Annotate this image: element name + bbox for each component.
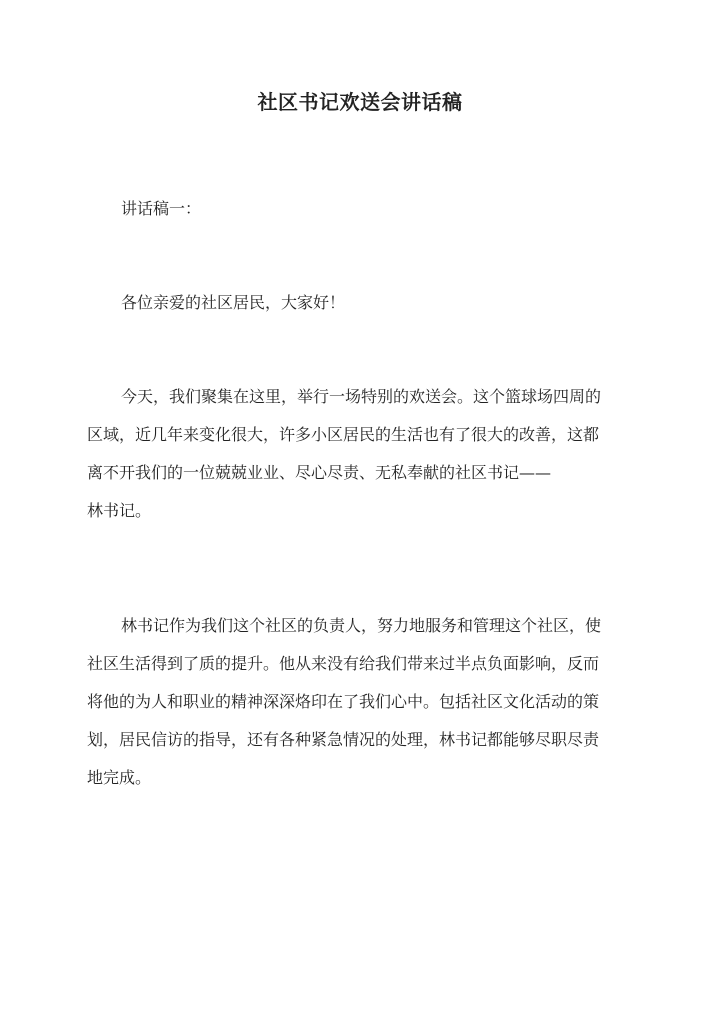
paragraph-line: 划，居民信访的指导，还有各种紧急情况的处理，林书记都能够尽职尽责: [87, 730, 600, 749]
paragraph-line: 林书记作为我们这个社区的负责人，努力地服务和管理这个社区，使: [121, 616, 602, 635]
paragraph-2: [87, 607, 635, 797]
paragraph-line: 将他的为人和职业的精神深深烙印在了我们心中。包括社区文化活动的策: [87, 692, 600, 711]
speech-heading-text: 讲话稿一：: [121, 199, 202, 218]
paragraph-line: 地完成。: [87, 768, 152, 787]
speech-heading: [87, 190, 635, 228]
paragraph-line: 离不开我们的一位兢兢业业、尽心尽责、无私奉献的社区书记——: [87, 463, 552, 482]
document-title: 社区书记欢送会讲话稿: [257, 90, 463, 114]
paragraph-line: 社区生活得到了质的提升。他从来没有给我们带来过半点负面影响，反而: [87, 654, 600, 673]
paragraph-line: 区域，近几年来变化很大，许多小区居民的生活也有了很大的改善，这都: [87, 425, 600, 444]
greeting: [87, 284, 635, 322]
paragraph-1: [87, 378, 635, 530]
greeting-text: 各位亲爱的社区居民，大家好！: [121, 293, 346, 312]
paragraph-line: 林书记。: [87, 501, 152, 520]
paragraph-line: 今天，我们聚集在这里，举行一场特别的欢送会。这个篮球场四周的: [121, 387, 602, 406]
